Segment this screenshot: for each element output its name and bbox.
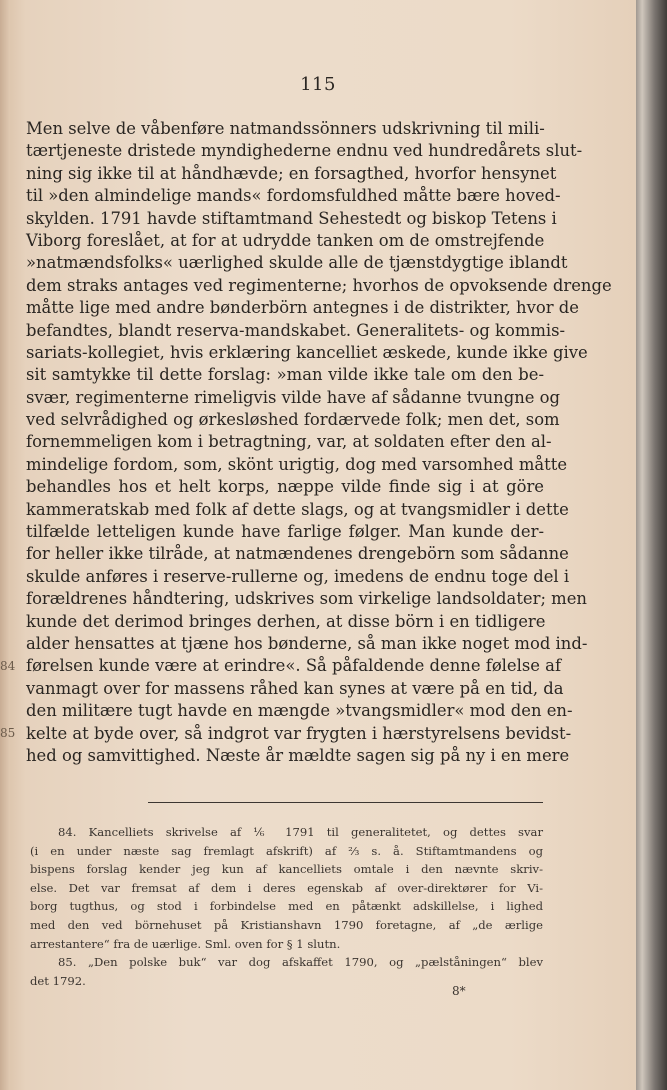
body-line: kammeratskab med folk af dette slags, og at tvangsmidler i dette: [26, 499, 569, 519]
body-line: dem straks antages ved regimenterne; hvorhos de opvoksende drenge: [26, 275, 612, 295]
page-number: 115: [300, 74, 336, 95]
body-line: fornemmeligen kom i betragtning, var, at soldaten efter den al-: [26, 432, 552, 452]
body-line: ning sig ikke til at håndhævde; en forsagthed, hvorfor hensynet: [26, 163, 557, 183]
body-line: tærtjeneste dristede myndighederne endnu ved hundredårets slut-: [26, 141, 583, 161]
body-line: svær, regimenterne rimeligvis vilde have af sådanne tvungne og: [26, 387, 561, 407]
body-line: mindelige fordom, som, skönt urigtig, dog med varsomhed måtte: [26, 454, 568, 474]
body-line: forældrenes håndtering, udskrives som virkelige landsoldater; men: [26, 589, 587, 609]
body-text: [26, 118, 612, 767]
body-line: ved selvrådighed og ørkesløshed fordærvede folk; men det, som: [26, 410, 560, 430]
footnote-line: bispens forslag kender jeg kun af kancelliets omtale i den nævnte skriv-: [30, 862, 543, 877]
book-edge: [636, 0, 667, 1090]
body-line: hed og samvittighed. Næste år mældte sagen sig på ny i en mere: [26, 745, 570, 765]
footnote-line: med den ved börnehuset på Kristianshavn 1790 foretagne, af „de ærlige: [30, 917, 543, 932]
body-line: til »den almindelige mands« fordomsfuldhed måtte bære hoved-: [26, 186, 561, 206]
body-line: skulde anføres i reserve-rullerne og, imedens de endnu toge del i: [26, 566, 570, 586]
body-line: sit samtykke til dette forslag: »man vilde ikke tale om den be-: [26, 365, 544, 385]
footnotes: [30, 823, 543, 990]
body-line: behandles hos et helt korps, næppe vilde finde sig i at göre: [26, 477, 544, 497]
body-line: alder hensattes at tjæne hos bønderne, så man ikke noget mod ind-: [26, 633, 588, 653]
margin-note: 84: [0, 658, 16, 673]
footnote-line: else. Det var fremsat af dem i deres egenskab af over-direktører for Vi-: [30, 880, 543, 895]
body-line: tilfælde letteligen kunde have farlige følger. Man kunde der-: [26, 522, 544, 542]
body-line: den militære tugt havde en mængde »tvangsmidler« mod den en-: [26, 701, 573, 721]
page-gutter: [0, 0, 10, 1090]
body-line: Viborg foreslået, at for at udrydde tanken om de omstrejfende: [26, 230, 545, 250]
body-line: sariats-kollegiet, hvis erklæring kancelliet æskede, kunde ikke give: [26, 342, 588, 362]
footnote-line: borg tugthus, og stod i forbindelse med en påtænkt adskillelse, i lighed: [30, 899, 543, 914]
body-line: for heller ikke tilråde, at natmændenes drengebörn som sådanne: [26, 544, 569, 564]
signature-mark: 8*: [452, 984, 466, 998]
footnote-rule: [148, 802, 543, 803]
body-line: måtte lige med andre bønderbörn antegnes i de distrikter, hvor de: [26, 298, 579, 318]
footnote-line: det 1792.: [30, 973, 86, 988]
body-line: Men selve de våbenføre natmandssönners udskrivning til mili-: [26, 119, 545, 138]
body-line: »natmændsfolks« uærlighed skulde alle de tjænstdygtige iblandt: [26, 253, 568, 273]
body-line: vanmagt over for massens råhed kan synes at være på en tid, da: [26, 678, 564, 698]
body-line: kelte at byde over, så indgrot var frygten i hærstyrelsens bevidst-: [26, 723, 572, 743]
body-line: kunde det derimod bringes derhen, at disse börn i en tidligere: [26, 611, 546, 631]
margin-note: 85: [0, 725, 16, 740]
footnote-line: 84. Kancelliets skrivelse af ⅙ 1791 til generalitetet, og dettes svar: [58, 825, 543, 839]
body-line: skylden. 1791 havde stiftamtmand Sehestedt og biskop Tetens i: [26, 208, 557, 228]
body-line: befandtes, blandt reserva-mandskabet. Generalitets- og kommis-: [26, 320, 566, 340]
footnote-line: arrestantere“ fra de uærlige. Sml. oven for § 1 slutn.: [30, 936, 341, 951]
body-line: førelsen kunde være at erindre«. Så påfaldende denne følelse af: [26, 656, 562, 676]
footnote-line: 85. „Den polske buk“ var dog afskaffet 1790, og „pælståningen“ blev: [58, 955, 543, 970]
footnote-line: (i en under næste sag fremlagt afskrift) af ⅔ s. å. Stiftamtmandens og: [30, 843, 543, 858]
